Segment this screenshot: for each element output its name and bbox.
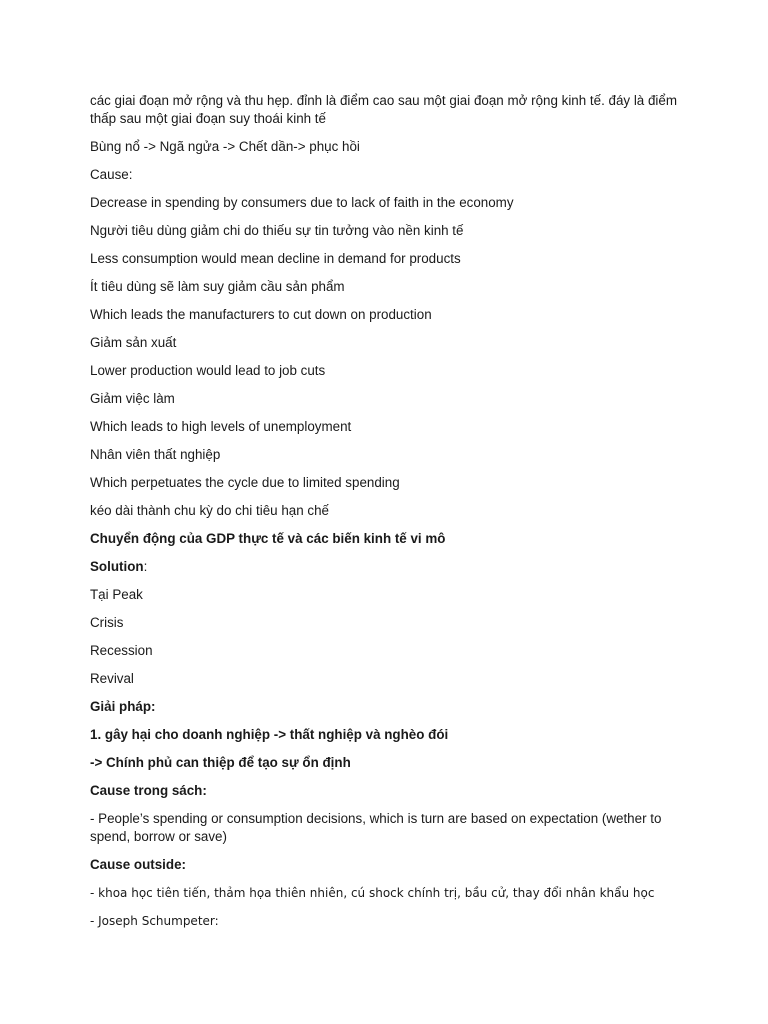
paragraph-cause-5-en: Which leads to high levels of unemployment xyxy=(90,419,352,434)
phase-recession: Recession xyxy=(90,643,153,658)
paragraph-phases: Bùng nổ -> Ngã ngửa -> Chết dần-> phục hồi xyxy=(90,139,360,154)
phase-peak: Tại Peak xyxy=(90,587,143,602)
paragraph-schumpeter: - Joseph Schumpeter: xyxy=(90,914,219,928)
phase-revival: Revival xyxy=(90,671,134,686)
paragraph-cause-5-vi: Nhân viên thất nghiệp xyxy=(90,447,221,462)
paragraph-solution-label xyxy=(90,558,680,576)
paragraph-cause-outside-list: - khoa học tiên tiến, thảm họa thiên nhiên, cú shock chính trị, bầu cử, thay đổi nhân khẩu học xyxy=(90,886,655,900)
paragraph-cause-4-en: Lower production would lead to job cuts xyxy=(90,363,326,378)
paragraph-cause-6-vi: kéo dài thành chu kỳ do chi tiêu hạn chế xyxy=(90,503,329,518)
solution-item-2: -> Chính phủ can thiệp để tạo sự ổn định xyxy=(90,755,351,770)
paragraph-cause-1-vi: Người tiêu dùng giảm chi do thiếu sự tin tưởng vào nền kinh tế xyxy=(90,223,464,238)
paragraph-cause-in-book: - People’s spending or consumption decisions, which is turn are based on expectation (wether to spend, borrow or save) xyxy=(90,811,662,844)
solution-label-colon: : xyxy=(143,559,148,574)
heading-cause-outside: Cause outside: xyxy=(90,857,186,872)
solution-label-bold: Solution xyxy=(90,559,144,574)
heading-solution-vi: Giải pháp: xyxy=(90,699,156,714)
paragraph-cause-6-en: Which perpetuates the cycle due to limited spending xyxy=(90,475,400,490)
paragraph-cause-heading: Cause: xyxy=(90,167,133,182)
paragraph-cause-3-vi: Giảm sản xuất xyxy=(90,335,177,350)
paragraph-cause-1-en: Decrease in spending by consumers due to lack of faith in the economy xyxy=(90,195,514,210)
heading-cause-in-book: Cause trong sách: xyxy=(90,783,207,798)
paragraph-intro: các giai đoạn mở rộng và thu hẹp. đỉnh là điểm cao sau một giai đoạn mở rộng kinh tế. đáy là điểm thấp sau một giai đoạn suy thoái kinh tế xyxy=(90,93,677,126)
document-body xyxy=(90,92,680,940)
paragraph-cause-3-en: Which leads the manufacturers to cut down on production xyxy=(90,307,432,322)
heading-gdp-movement: Chuyển động của GDP thực tế và các biến kinh tế vi mô xyxy=(90,531,446,546)
paragraph-cause-4-vi: Giảm việc làm xyxy=(90,391,175,406)
phase-crisis: Crisis xyxy=(90,615,124,630)
solution-item-1: 1. gây hại cho doanh nghiệp -> thất nghiệp và nghèo đói xyxy=(90,727,449,742)
paragraph-cause-2-en: Less consumption would mean decline in demand for products xyxy=(90,251,461,266)
paragraph-cause-2-vi: Ít tiêu dùng sẽ làm suy giảm cầu sản phẩm xyxy=(90,279,345,294)
